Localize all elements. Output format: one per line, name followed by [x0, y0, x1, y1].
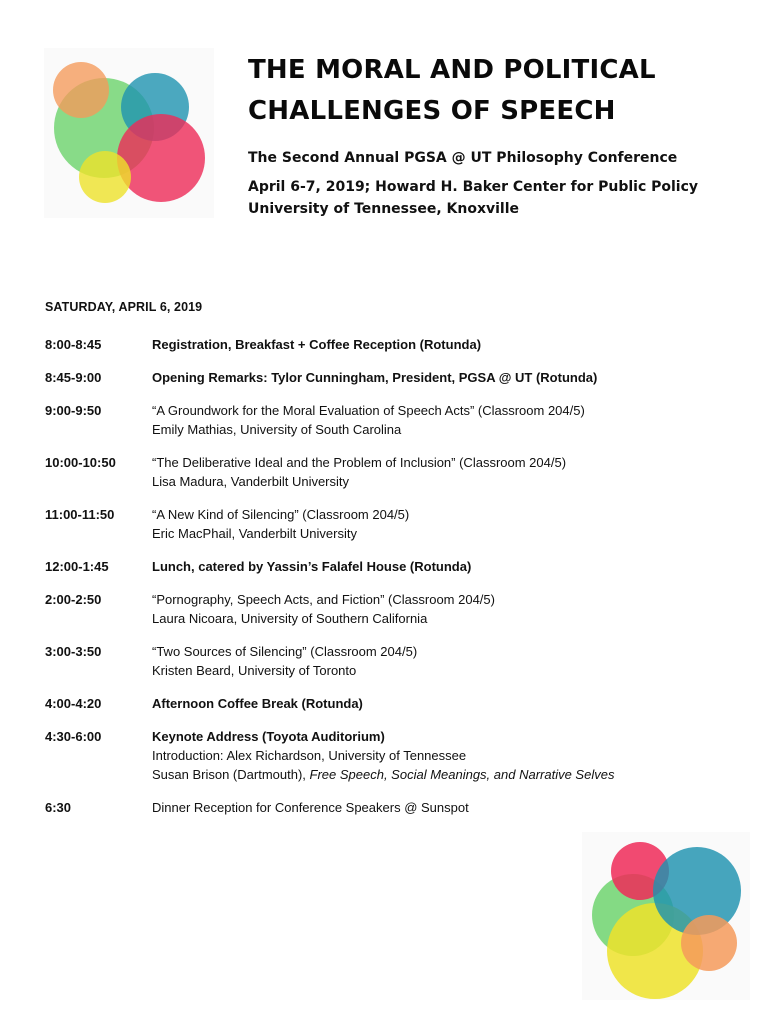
time-slot: 10:00-10:50 — [45, 455, 116, 470]
time-slot: 3:00-3:50 — [45, 644, 102, 659]
keynote-talk-title: Free Speech, Social Meanings, and Narrative Selves — [309, 767, 615, 782]
schedule-row — [45, 368, 745, 387]
schedule-row — [45, 798, 745, 817]
conference-title — [248, 50, 748, 132]
event-detail — [152, 727, 745, 784]
event-title: Lunch, catered by Yassin’s Falafel House (Rotunda) — [152, 559, 472, 574]
university-text: University of Tennessee, Knoxville — [248, 201, 520, 217]
event-title: Dinner Reception for Conference Speakers @ Sunspot — [152, 800, 469, 815]
talk-title: “A Groundwork for the Moral Evaluation of Speech Acts” (Classroom 204/5) — [152, 403, 585, 418]
talk-title: “Two Sources of Silencing” (Classroom 204/5) — [152, 644, 418, 659]
event-title: Afternoon Coffee Break (Rotunda) — [152, 696, 363, 711]
event-detail — [152, 590, 745, 628]
event-title: Opening Remarks: Tylor Cunningham, President, PGSA @ UT (Rotunda) — [152, 370, 598, 385]
speaker: Eric MacPhail, Vanderbilt University — [152, 526, 357, 541]
talk-title: “A New Kind of Silencing” (Classroom 204/5) — [152, 507, 410, 522]
event-detail — [152, 505, 745, 543]
event-detail — [152, 642, 745, 680]
time-slot: 4:30-6:00 — [45, 729, 102, 744]
time-slot: 11:00-11:50 — [45, 507, 115, 522]
schedule-row — [45, 335, 745, 354]
time-slot: 2:00-2:50 — [45, 592, 102, 607]
time-slot: 12:00-1:45 — [45, 559, 109, 574]
talk-title: “Pornography, Speech Acts, and Fiction” (Classroom 204/5) — [152, 592, 495, 607]
time-slot: 6:30 — [45, 800, 72, 815]
introduction: Introduction: Alex Richardson, University of Tennessee — [152, 748, 467, 763]
time-slot: 4:00-4:20 — [45, 696, 102, 711]
schedule-row — [45, 557, 745, 576]
logo-background-top — [44, 48, 214, 218]
keynote-title: Keynote Address (Toyota Auditorium) — [152, 729, 385, 744]
logo-background-bottom — [582, 832, 750, 1000]
speaker: Lisa Madura, Vanderbilt University — [152, 474, 350, 489]
schedule-row — [45, 401, 745, 439]
keynote-speaker — [152, 765, 745, 784]
conference-subtitle: The Second Annual PGSA @ UT Philosophy Conference — [248, 150, 678, 166]
speaker: Laura Nicoara, University of Southern California — [152, 611, 428, 626]
speaker: Emily Mathias, University of South Carolina — [152, 422, 402, 437]
conference-date-venue — [248, 176, 748, 220]
schedule-row — [45, 453, 745, 491]
event-title: Registration, Breakfast + Coffee Reception (Rotunda) — [152, 337, 482, 352]
conference-header — [248, 50, 748, 220]
keynote-speaker-name: Susan Brison (Dartmouth), — [152, 767, 310, 782]
schedule-row — [45, 694, 745, 713]
event-detail — [152, 453, 745, 491]
day-heading: SATURDAY, APRIL 6, 2019 — [45, 300, 203, 314]
speaker: Kristen Beard, University of Toronto — [152, 663, 357, 678]
schedule — [45, 335, 745, 817]
event-detail — [152, 401, 745, 439]
title-line-1: THE MORAL AND POLITICAL — [248, 55, 656, 85]
talk-title: “The Deliberative Ideal and the Problem of Inclusion” (Classroom 204/5) — [152, 455, 567, 470]
time-slot: 8:45-9:00 — [45, 370, 102, 385]
date-venue-text: April 6-7, 2019; Howard H. Baker Center for Public Policy — [248, 179, 699, 195]
schedule-row — [45, 505, 745, 543]
time-slot: 9:00-9:50 — [45, 403, 102, 418]
schedule-row — [45, 727, 745, 784]
schedule-row — [45, 590, 745, 628]
time-slot: 8:00-8:45 — [45, 337, 102, 352]
schedule-row — [45, 642, 745, 680]
title-line-2: CHALLENGES OF SPEECH — [248, 96, 616, 126]
